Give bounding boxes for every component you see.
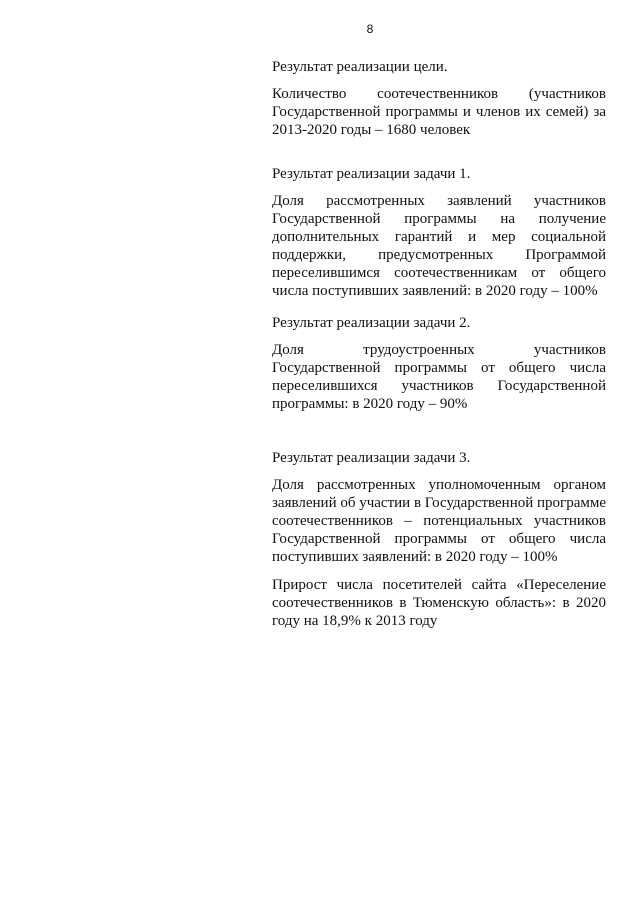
task-3-result-section [272,449,606,630]
task-1-result-heading: Результат реализации задачи 1. [272,166,471,182]
page-number: 8 [366,22,374,36]
task-2-result-section [272,314,606,413]
goal-result-heading: Результат реализации цели. [272,59,448,75]
task-3-result-text: Доля рассмотренных уполномоченным органом заявлений об участии в Государственной программе соотечественников – потенциальных участников Государственной программы от общего числа поступивших заявлений: в 2020 году – 100% [272,477,606,565]
site-visitors-growth-text: Прирост числа посетителей сайта «Переселение соотечественников в Тюменскую область»: в 2020 году на 18,9% к 2013 году [272,577,606,629]
goal-result-section [272,58,606,139]
task-2-result-heading: Результат реализации задачи 2. [272,315,471,331]
document-body [272,58,606,630]
task-3-result-heading: Результат реализации задачи 3. [272,450,471,466]
task-1-result-text: Доля рассмотренных заявлений участников Государственной программы на получение дополнительных гарантий и мер социальной поддержки, предусмотренных Программой переселившимся соотечественникам от общего числа поступивших заявлений: в 2020 году – 100% [272,193,606,299]
task-2-result-text: Доля трудоустроенных участников Государственной программы от общего числа переселившихся участников Государственной программы: в 2020 году – 90% [272,342,606,412]
goal-result-text: Количество соотечественников (участников Государственной программы и членов их семей) за 2013-2020 годы – 1680 человек [272,86,606,138]
task-1-result-section [272,165,606,300]
